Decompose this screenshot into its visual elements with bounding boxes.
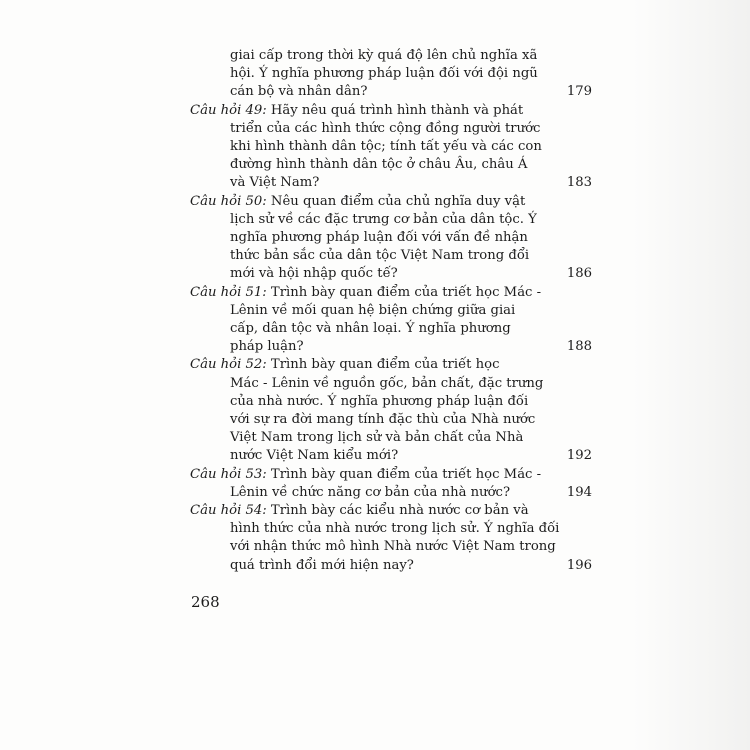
toc-line	[0, 120, 750, 138]
toc-line	[0, 538, 750, 556]
toc-page-number: 192	[566, 448, 592, 464]
toc-text: và Việt Nam?	[230, 175, 320, 191]
toc-entry	[0, 47, 750, 102]
toc-text: mới và hội nhập quốc tế?	[230, 266, 398, 282]
toc-line	[0, 320, 750, 338]
toc-text: Lênin về chức năng cơ bản của nhà nước?	[230, 484, 511, 500]
toc-line	[0, 466, 750, 484]
toc-text: hình thức của nhà nước trong lịch sử. Ý nghĩa đối	[230, 521, 560, 537]
toc-line	[0, 83, 750, 101]
toc-text: hội. Ý nghĩa phương pháp luận đối với đội ngũ	[230, 66, 538, 82]
toc-text: của nhà nước. Ý nghĩa phương pháp luận đối	[230, 393, 529, 409]
toc-text: khi hình thành dân tộc; tính tất yếu và các con	[230, 138, 542, 154]
toc-text: quá trình đổi mới hiện nay?	[230, 557, 414, 573]
toc-text: Lênin về mối quan hệ biện chứng giữa giai	[230, 302, 516, 318]
toc-line	[0, 338, 750, 356]
toc-line	[0, 557, 750, 575]
toc-text: Trình bày các kiểu nhà nước cơ bản và	[270, 503, 529, 518]
toc-page-number: 196	[566, 557, 592, 573]
toc-text: Hãy nêu quá trình hình thành và phát	[270, 102, 524, 118]
toc-line	[0, 138, 750, 156]
toc-line	[0, 375, 750, 393]
toc-text: nước Việt Nam kiểu mới?	[230, 448, 399, 464]
toc-line	[0, 484, 750, 502]
toc-text: nghĩa phương pháp luận đối với vấn đề nhận	[230, 229, 528, 245]
toc-line	[0, 447, 750, 465]
toc-line	[0, 229, 750, 247]
toc-page-number: 186	[566, 266, 592, 282]
toc-line	[0, 520, 750, 538]
question-label: Câu hỏi 52:	[190, 357, 267, 373]
toc-text: triển của các hình thức cộng đồng người trước	[230, 120, 541, 136]
toc-entry	[0, 356, 750, 465]
toc-entry	[0, 502, 750, 575]
question-label: Câu hỏi 53:	[190, 466, 267, 482]
toc-text: đường hình thành dân tộc ở châu Âu, châu Á	[230, 157, 528, 173]
toc-text: với nhận thức mô hình Nhà nước Việt Nam trong	[230, 539, 556, 555]
toc-line	[0, 502, 750, 520]
toc-entry	[0, 193, 750, 284]
toc-line	[0, 211, 750, 229]
toc-line	[0, 284, 750, 302]
toc-line	[0, 411, 750, 429]
toc-text: Việt Nam trong lịch sử và bản chất của Nhà	[230, 430, 524, 446]
toc-entry	[0, 102, 750, 193]
toc-line	[0, 65, 750, 83]
question-label: Câu hỏi 49:	[190, 102, 267, 118]
toc-line	[0, 302, 750, 320]
toc-line	[0, 429, 750, 447]
toc-line	[0, 193, 750, 211]
toc-page-number: 179	[566, 84, 592, 100]
page-number-footer: 268	[191, 592, 220, 611]
toc-entry	[0, 284, 750, 357]
toc-page-number: 194	[566, 484, 592, 500]
toc-text: lịch sử về các đặc trưng cơ bản của dân tộc. Ý	[230, 211, 537, 227]
question-label: Câu hỏi 51:	[190, 284, 267, 300]
toc-line	[0, 393, 750, 411]
toc-text: Trình bày quan điểm của triết học Mác -	[270, 466, 542, 482]
toc-text: Trình bày quan điểm của triết học	[270, 357, 500, 373]
toc-line	[0, 47, 750, 65]
toc-line	[0, 174, 750, 192]
toc-text: Nêu quan điểm của chủ nghĩa duy vật	[270, 193, 526, 209]
toc-line	[0, 265, 750, 283]
toc-text: Trình bày quan điểm của triết học Mác -	[270, 284, 542, 300]
toc-text: pháp luận?	[230, 339, 304, 355]
toc-text: cấp, dân tộc và nhân loại. Ý nghĩa phương	[230, 320, 511, 336]
toc-line	[0, 247, 750, 265]
question-label: Câu hỏi 54:	[190, 503, 267, 518]
toc-line	[0, 356, 750, 374]
toc-entry	[0, 466, 750, 502]
toc-page-number: 188	[566, 339, 592, 355]
toc-line	[0, 102, 750, 120]
toc-page-number: 183	[566, 175, 592, 191]
toc-text: Mác - Lênin về nguồn gốc, bản chất, đặc trưng	[230, 375, 544, 391]
toc-text: với sự ra đời mang tính đặc thù của Nhà nước	[230, 411, 536, 427]
question-label: Câu hỏi 50:	[190, 193, 267, 209]
toc-text: cán bộ và nhân dân?	[230, 84, 368, 100]
toc-text: giai cấp trong thời kỳ quá độ lên chủ nghĩa xã	[230, 48, 538, 63]
toc-line	[0, 156, 750, 174]
toc-text: thức bản sắc của dân tộc Việt Nam trong đổi	[230, 248, 530, 264]
